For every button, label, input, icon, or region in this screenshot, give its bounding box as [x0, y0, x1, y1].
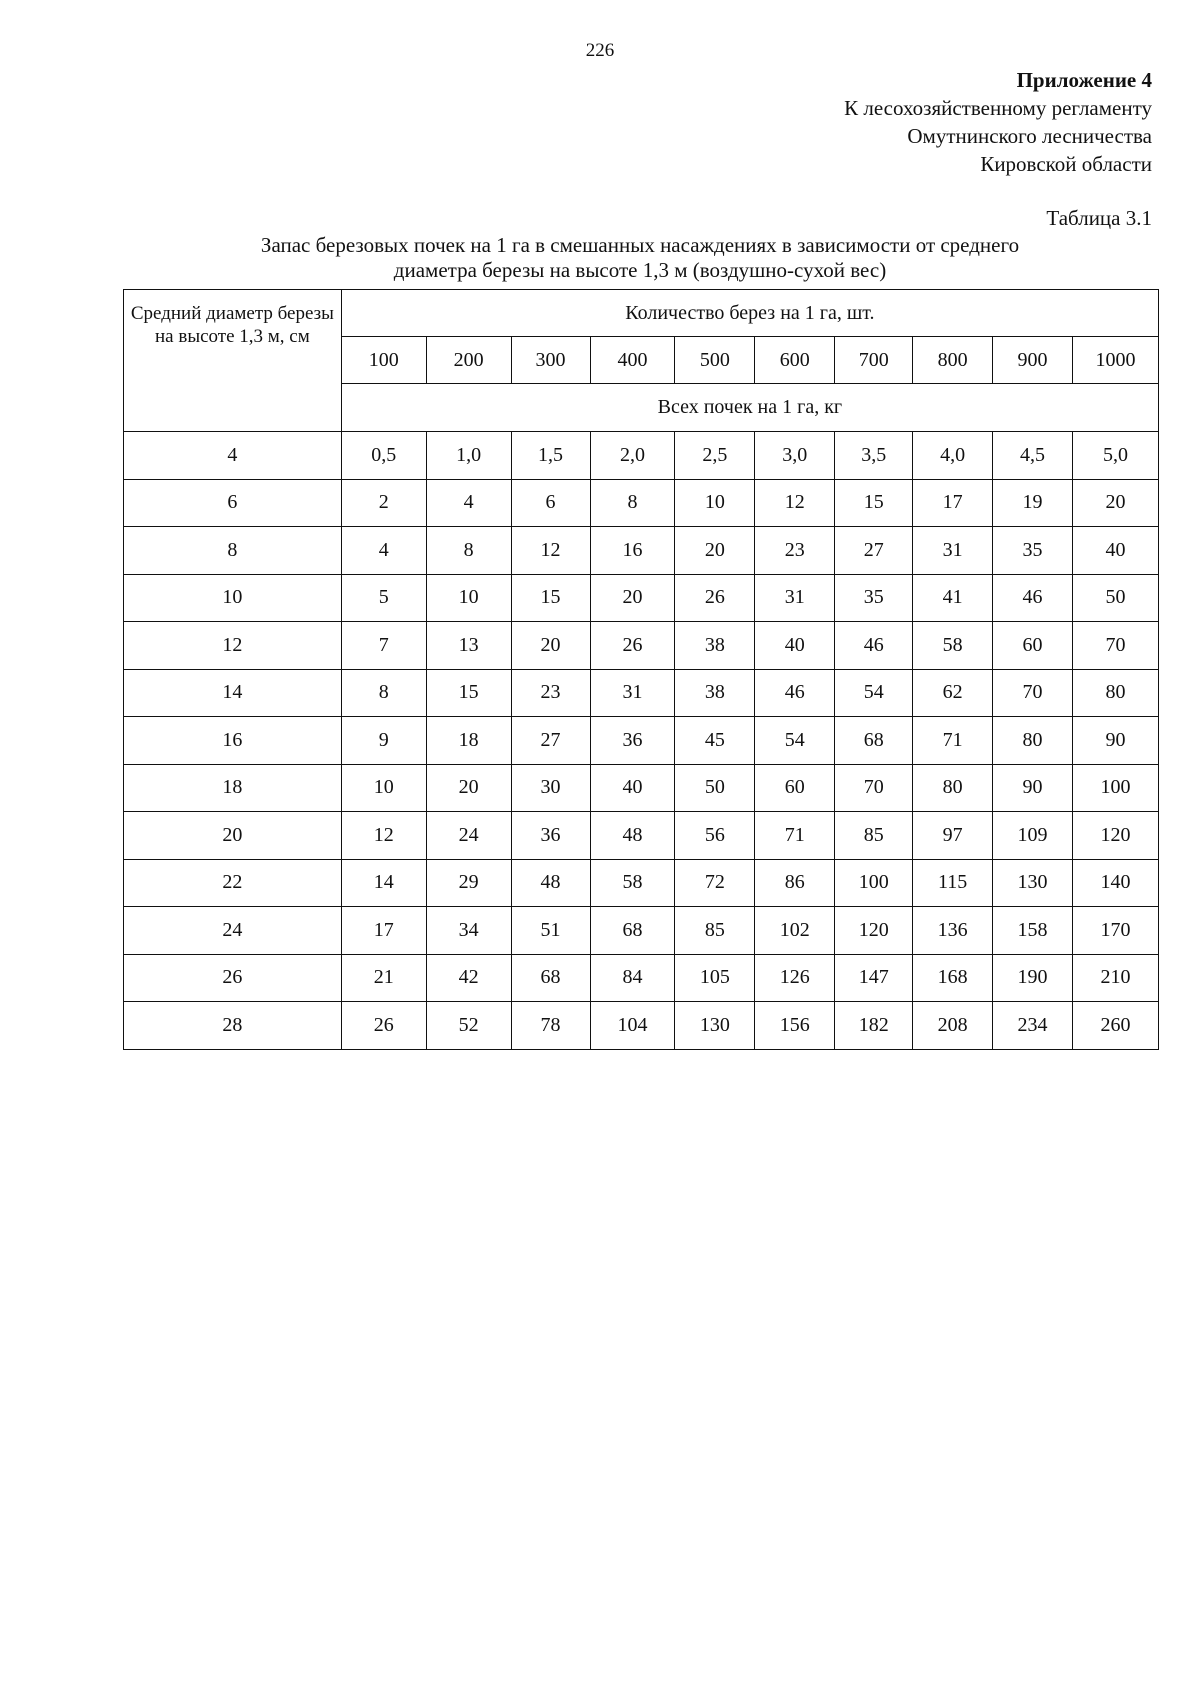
- value-cell: 38: [675, 622, 755, 670]
- value-cell: 46: [755, 669, 835, 717]
- value-cell: 18: [426, 717, 511, 765]
- value-cell: 210: [1073, 954, 1159, 1002]
- value-cell: 3,5: [835, 432, 913, 480]
- value-cell: 234: [993, 1002, 1073, 1050]
- diameter-cell: 22: [124, 859, 342, 907]
- value-cell: 12: [511, 527, 590, 575]
- value-cell: 24: [426, 812, 511, 860]
- value-cell: 68: [835, 717, 913, 765]
- value-cell: 27: [511, 717, 590, 765]
- value-cell: 12: [341, 812, 426, 860]
- value-cell: 85: [675, 907, 755, 955]
- value-cell: 70: [835, 764, 913, 812]
- table-row: [124, 574, 1159, 622]
- table-title: [150, 233, 1130, 283]
- value-cell: 100: [1073, 764, 1159, 812]
- count-header: 600: [755, 337, 835, 384]
- value-cell: 10: [341, 764, 426, 812]
- count-header: 800: [913, 337, 993, 384]
- count-header: 100: [341, 337, 426, 384]
- value-cell: 130: [993, 859, 1073, 907]
- value-cell: 14: [341, 859, 426, 907]
- table-title-line: диаметра березы на высоте 1,3 м (воздушно-сухой вес): [393, 258, 887, 282]
- value-cell: 8: [341, 669, 426, 717]
- value-cell: 90: [993, 764, 1073, 812]
- value-cell: 52: [426, 1002, 511, 1050]
- value-cell: 31: [755, 574, 835, 622]
- value-cell: 72: [675, 859, 755, 907]
- value-cell: 17: [913, 479, 993, 527]
- value-cell: 48: [511, 859, 590, 907]
- value-cell: 190: [993, 954, 1073, 1002]
- value-cell: 104: [590, 1002, 675, 1050]
- value-cell: 46: [835, 622, 913, 670]
- value-cell: 170: [1073, 907, 1159, 955]
- col-header-diameter: Средний диаметр березы на высоте 1,3 м, см: [124, 290, 342, 432]
- value-cell: 15: [511, 574, 590, 622]
- table-row: [124, 812, 1159, 860]
- diameter-cell: 26: [124, 954, 342, 1002]
- value-cell: 40: [590, 764, 675, 812]
- count-header: 900: [993, 337, 1073, 384]
- diameter-cell: 14: [124, 669, 342, 717]
- page-number: 226: [585, 40, 615, 61]
- value-cell: 40: [1073, 527, 1159, 575]
- count-header: 700: [835, 337, 913, 384]
- value-cell: 15: [835, 479, 913, 527]
- table-row: [124, 954, 1159, 1002]
- value-cell: 120: [835, 907, 913, 955]
- value-cell: 17: [341, 907, 426, 955]
- value-cell: 68: [590, 907, 675, 955]
- table-row: [124, 432, 1159, 480]
- value-cell: 34: [426, 907, 511, 955]
- value-cell: 1,0: [426, 432, 511, 480]
- value-cell: 30: [511, 764, 590, 812]
- diameter-cell: 24: [124, 907, 342, 955]
- value-cell: 62: [913, 669, 993, 717]
- value-cell: 10: [426, 574, 511, 622]
- value-cell: 182: [835, 1002, 913, 1050]
- value-cell: 68: [511, 954, 590, 1002]
- value-cell: 102: [755, 907, 835, 955]
- value-cell: 260: [1073, 1002, 1159, 1050]
- value-cell: 8: [590, 479, 675, 527]
- value-cell: 168: [913, 954, 993, 1002]
- value-cell: 140: [1073, 859, 1159, 907]
- value-cell: 80: [1073, 669, 1159, 717]
- value-cell: 71: [755, 812, 835, 860]
- value-cell: 4,0: [913, 432, 993, 480]
- table-row: [124, 859, 1159, 907]
- value-cell: 5,0: [1073, 432, 1159, 480]
- unit-header: Всех почек на 1 га, кг: [341, 384, 1158, 432]
- value-cell: 105: [675, 954, 755, 1002]
- value-cell: 12: [755, 479, 835, 527]
- appendix-line: Омутнинского лесничества: [907, 124, 1152, 148]
- table-row: [124, 907, 1159, 955]
- value-cell: 27: [835, 527, 913, 575]
- count-header: 400: [590, 337, 675, 384]
- diameter-cell: 4: [124, 432, 342, 480]
- value-cell: 20: [590, 574, 675, 622]
- value-cell: 9: [341, 717, 426, 765]
- value-cell: 35: [993, 527, 1073, 575]
- appendix-line: К лесохозяйственному регламенту: [844, 96, 1152, 120]
- value-cell: 97: [913, 812, 993, 860]
- value-cell: 23: [755, 527, 835, 575]
- value-cell: 42: [426, 954, 511, 1002]
- value-cell: 130: [675, 1002, 755, 1050]
- value-cell: 35: [835, 574, 913, 622]
- table-row: [124, 764, 1159, 812]
- diameter-cell: 8: [124, 527, 342, 575]
- value-cell: 85: [835, 812, 913, 860]
- value-cell: 31: [913, 527, 993, 575]
- table-row: [124, 717, 1159, 765]
- value-cell: 5: [341, 574, 426, 622]
- value-cell: 147: [835, 954, 913, 1002]
- value-cell: 20: [426, 764, 511, 812]
- value-cell: 36: [590, 717, 675, 765]
- value-cell: 156: [755, 1002, 835, 1050]
- value-cell: 70: [1073, 622, 1159, 670]
- value-cell: 31: [590, 669, 675, 717]
- diameter-cell: 12: [124, 622, 342, 670]
- table-row: [124, 479, 1159, 527]
- value-cell: 115: [913, 859, 993, 907]
- value-cell: 80: [913, 764, 993, 812]
- value-cell: 50: [675, 764, 755, 812]
- value-cell: 126: [755, 954, 835, 1002]
- value-cell: 158: [993, 907, 1073, 955]
- diameter-cell: 20: [124, 812, 342, 860]
- value-cell: 71: [913, 717, 993, 765]
- value-cell: 50: [1073, 574, 1159, 622]
- value-cell: 10: [675, 479, 755, 527]
- value-cell: 4,5: [993, 432, 1073, 480]
- diameter-cell: 16: [124, 717, 342, 765]
- value-cell: 20: [1073, 479, 1159, 527]
- table-row: [124, 1002, 1159, 1050]
- diameter-cell: 28: [124, 1002, 342, 1050]
- value-cell: 60: [993, 622, 1073, 670]
- value-cell: 84: [590, 954, 675, 1002]
- count-header: 500: [675, 337, 755, 384]
- value-cell: 208: [913, 1002, 993, 1050]
- value-cell: 41: [913, 574, 993, 622]
- table-number: Таблица 3.1: [1046, 206, 1152, 230]
- value-cell: 21: [341, 954, 426, 1002]
- value-cell: 56: [675, 812, 755, 860]
- value-cell: 100: [835, 859, 913, 907]
- value-cell: 54: [835, 669, 913, 717]
- value-cell: 109: [993, 812, 1073, 860]
- value-cell: 4: [426, 479, 511, 527]
- diameter-cell: 18: [124, 764, 342, 812]
- value-cell: 80: [993, 717, 1073, 765]
- value-cell: 51: [511, 907, 590, 955]
- value-cell: 20: [511, 622, 590, 670]
- value-cell: 26: [590, 622, 675, 670]
- value-cell: 36: [511, 812, 590, 860]
- value-cell: 26: [341, 1002, 426, 1050]
- group-header-count: Количество берез на 1 га, шт.: [341, 290, 1158, 337]
- value-cell: 90: [1073, 717, 1159, 765]
- value-cell: 3,0: [755, 432, 835, 480]
- value-cell: 19: [993, 479, 1073, 527]
- appendix-line: Кировской области: [980, 152, 1152, 176]
- value-cell: 136: [913, 907, 993, 955]
- value-cell: 16: [590, 527, 675, 575]
- value-cell: 4: [341, 527, 426, 575]
- value-cell: 7: [341, 622, 426, 670]
- value-cell: 29: [426, 859, 511, 907]
- value-cell: 40: [755, 622, 835, 670]
- value-cell: 23: [511, 669, 590, 717]
- value-cell: 2,0: [590, 432, 675, 480]
- table-row: [124, 622, 1159, 670]
- value-cell: 0,5: [341, 432, 426, 480]
- value-cell: 46: [993, 574, 1073, 622]
- value-cell: 54: [755, 717, 835, 765]
- appendix-title: Приложение 4: [1016, 68, 1152, 92]
- value-cell: 58: [590, 859, 675, 907]
- value-cell: 86: [755, 859, 835, 907]
- value-cell: 48: [590, 812, 675, 860]
- value-cell: 2: [341, 479, 426, 527]
- table-row: [124, 527, 1159, 575]
- value-cell: 26: [675, 574, 755, 622]
- value-cell: 120: [1073, 812, 1159, 860]
- data-table: [123, 289, 1159, 1050]
- value-cell: 15: [426, 669, 511, 717]
- value-cell: 20: [675, 527, 755, 575]
- count-header: 200: [426, 337, 511, 384]
- value-cell: 1,5: [511, 432, 590, 480]
- diameter-cell: 10: [124, 574, 342, 622]
- value-cell: 6: [511, 479, 590, 527]
- value-cell: 58: [913, 622, 993, 670]
- value-cell: 38: [675, 669, 755, 717]
- value-cell: 2,5: [675, 432, 755, 480]
- table-title-line: Запас березовых почек на 1 га в смешанных насаждениях в зависимости от среднего: [260, 233, 1020, 257]
- value-cell: 70: [993, 669, 1073, 717]
- value-cell: 45: [675, 717, 755, 765]
- value-cell: 8: [426, 527, 511, 575]
- table-row: [124, 669, 1159, 717]
- value-cell: 60: [755, 764, 835, 812]
- appendix-header: [844, 66, 1152, 178]
- count-header: 1000: [1073, 337, 1159, 384]
- diameter-cell: 6: [124, 479, 342, 527]
- value-cell: 78: [511, 1002, 590, 1050]
- count-header: 300: [511, 337, 590, 384]
- value-cell: 13: [426, 622, 511, 670]
